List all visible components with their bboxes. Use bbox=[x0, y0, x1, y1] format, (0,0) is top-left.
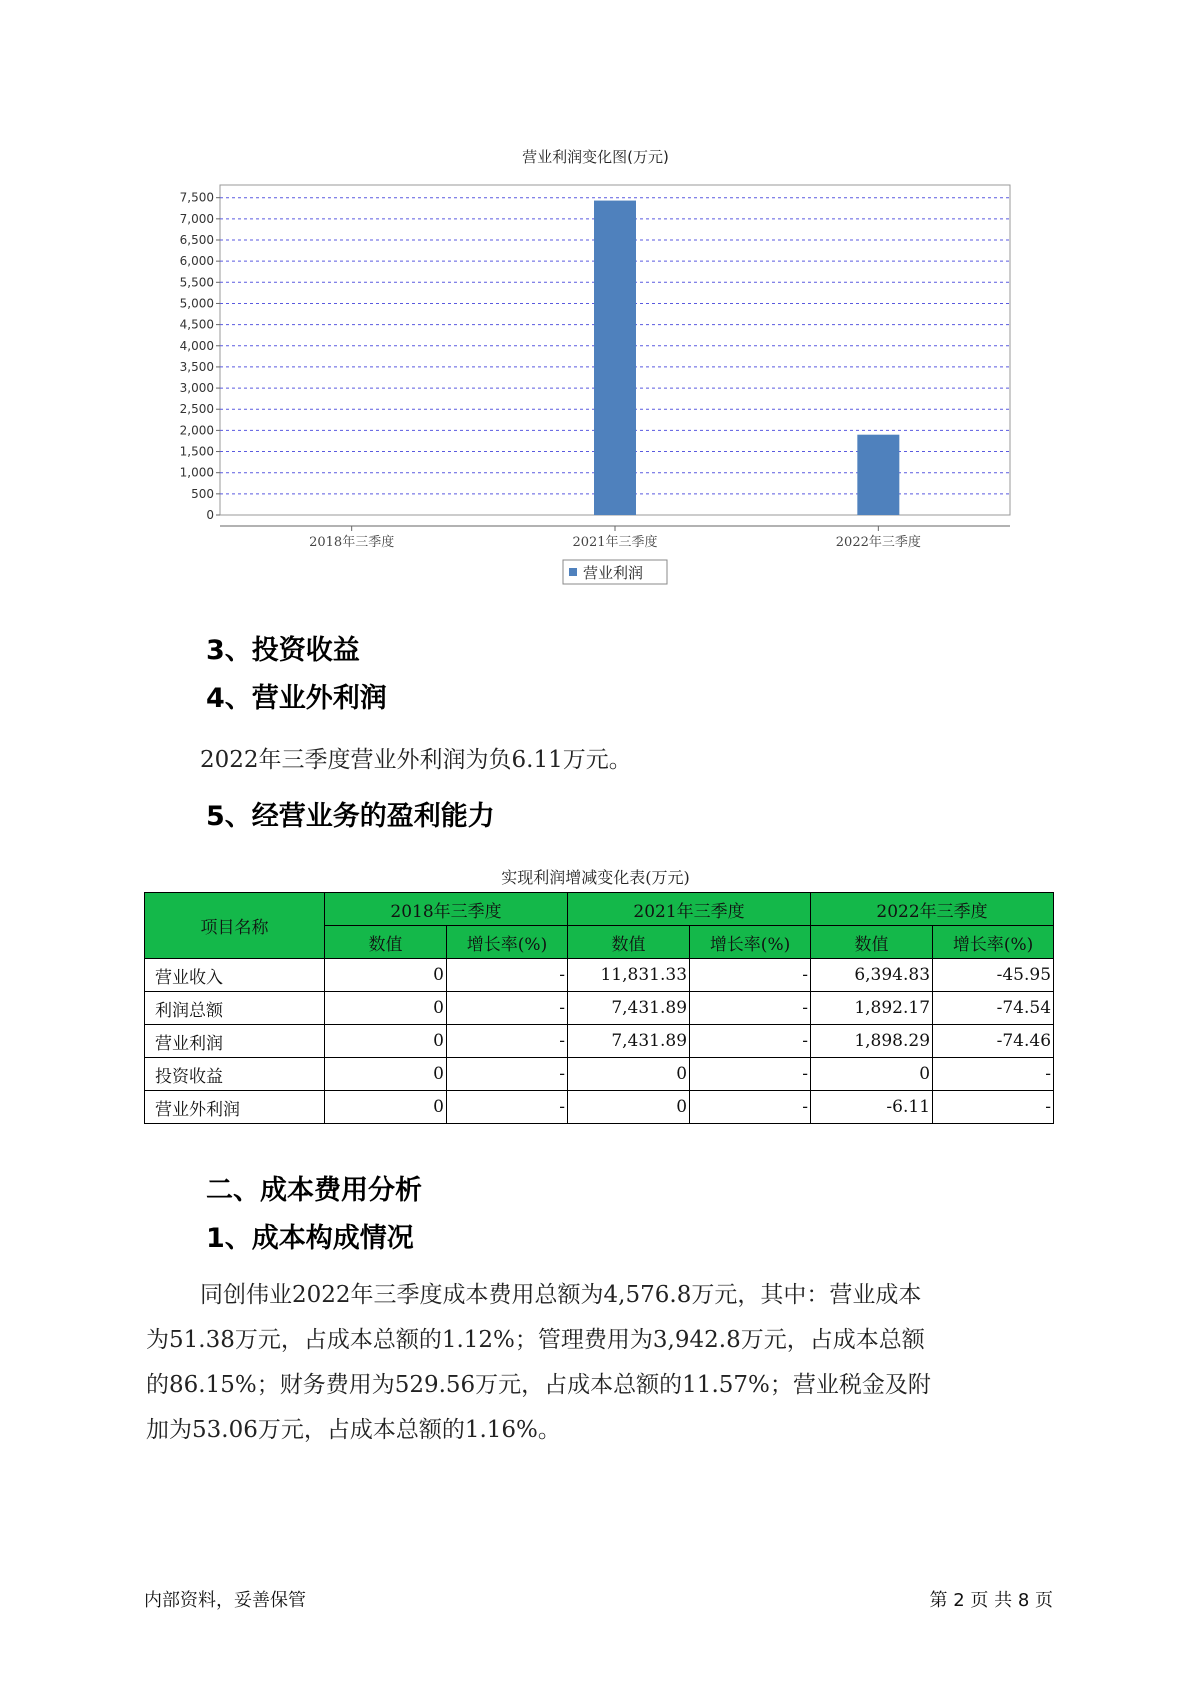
y-tick-label: 1,000 bbox=[179, 465, 214, 480]
cost-text-line-1: 同创伟业2022年三季度成本费用总额为4,576.8万元，其中：营业成本 bbox=[200, 1282, 922, 1308]
heading-cost-structure: 1、成本构成情况 bbox=[206, 1223, 414, 1254]
heading-non-operating-profit: 4、营业外利润 bbox=[206, 683, 387, 714]
x-tick-label: 2021年三季度 bbox=[572, 535, 658, 550]
row-label: 营业收入 bbox=[145, 959, 325, 992]
table-cell: - bbox=[447, 992, 568, 1025]
y-tick-label: 5,000 bbox=[179, 296, 214, 311]
sub-value: 数值 bbox=[811, 926, 933, 959]
period-2022q3: 2022年三季度 bbox=[811, 893, 1054, 926]
row-label: 营业外利润 bbox=[145, 1091, 325, 1124]
footer-confidential: 内部资料，妥善保管 bbox=[144, 1590, 306, 1611]
non-operating-profit-text: 2022年三季度营业外利润为负6.11万元。 bbox=[200, 747, 632, 773]
x-tick-label: 2018年三季度 bbox=[309, 535, 395, 550]
cost-text-line-2: 为51.38万元，占成本总额的1.12%；管理费用为3,942.8万元，占成本总额 bbox=[146, 1327, 925, 1353]
y-tick-label: 7,000 bbox=[179, 211, 214, 226]
table-cell: - bbox=[690, 1025, 811, 1058]
table-cell: -74.54 bbox=[933, 992, 1054, 1025]
y-tick-label: 3,500 bbox=[179, 359, 214, 374]
table-cell: 1,892.17 bbox=[811, 992, 933, 1025]
y-tick-label: 4,000 bbox=[179, 338, 214, 353]
y-tick-label: 500 bbox=[191, 486, 214, 501]
heading-cost-analysis: 二、成本费用分析 bbox=[206, 1175, 422, 1206]
table-row bbox=[145, 1025, 1054, 1058]
sub-rate: 增长率(%) bbox=[447, 926, 568, 959]
sub-value: 数值 bbox=[568, 926, 690, 959]
heading-investment-income: 3、投资收益 bbox=[206, 635, 360, 666]
table-cell: 0 bbox=[325, 1091, 447, 1124]
y-tick-label: 6,500 bbox=[179, 233, 214, 247]
period-2021q3: 2021年三季度 bbox=[568, 893, 811, 926]
row-label: 投资收益 bbox=[145, 1058, 325, 1091]
heading-profitability: 5、经营业务的盈利能力 bbox=[206, 801, 495, 832]
table-row bbox=[145, 992, 1054, 1025]
table-cell: 7,431.89 bbox=[568, 1025, 690, 1058]
table-cell: -45.95 bbox=[933, 959, 1054, 992]
y-tick-label: 4,500 bbox=[179, 317, 214, 332]
table-cell: - bbox=[690, 959, 811, 992]
y-tick-label: 0 bbox=[206, 508, 214, 522]
y-tick-label: 5,500 bbox=[179, 275, 214, 290]
table-cell: 0 bbox=[811, 1058, 933, 1091]
table-cell: 0 bbox=[568, 1091, 690, 1124]
table-cell: - bbox=[933, 1058, 1054, 1091]
table-cell: 1,898.29 bbox=[811, 1025, 933, 1058]
chart-title: 营业利润变化图(万元) bbox=[522, 148, 669, 166]
operating-profit-chart bbox=[0, 0, 1191, 600]
y-tick-label: 7,500 bbox=[179, 190, 214, 205]
x-tick-label: 2022年三季度 bbox=[835, 535, 921, 550]
profit-change-table bbox=[144, 892, 1054, 1124]
table-row bbox=[145, 959, 1054, 992]
legend-label: 营业利润 bbox=[583, 564, 644, 582]
table-cell: 0 bbox=[568, 1058, 690, 1091]
table-cell: - bbox=[933, 1091, 1054, 1124]
row-label: 利润总额 bbox=[145, 992, 325, 1025]
footer-page-number: 第 2 页 共 8 页 bbox=[929, 1590, 1053, 1611]
table-cell: - bbox=[447, 1091, 568, 1124]
table-cell: 0 bbox=[325, 1025, 447, 1058]
cost-text-line-3: 的86.15%；财务费用为529.56万元，占成本总额的11.57%；营业税金及附 bbox=[146, 1372, 931, 1398]
bar-2 bbox=[594, 201, 636, 515]
y-tick-label: 2,500 bbox=[179, 402, 214, 417]
cost-text-line-4: 加为53.06万元，占成本总额的1.16%。 bbox=[146, 1417, 561, 1443]
y-tick-label: 2,000 bbox=[179, 423, 214, 438]
table-cell: 0 bbox=[325, 1058, 447, 1091]
table-cell: - bbox=[447, 1025, 568, 1058]
table-cell: -6.11 bbox=[811, 1091, 933, 1124]
period-2018q3: 2018年三季度 bbox=[325, 893, 568, 926]
sub-value: 数值 bbox=[325, 926, 447, 959]
y-tick-label: 1,500 bbox=[179, 444, 214, 459]
legend-swatch bbox=[569, 568, 577, 576]
sub-rate: 增长率(%) bbox=[690, 926, 811, 959]
table-row bbox=[145, 1058, 1054, 1091]
y-tick-label: 6,000 bbox=[179, 254, 214, 269]
table-cell: - bbox=[690, 992, 811, 1025]
table-cell: -74.46 bbox=[933, 1025, 1054, 1058]
row-label: 营业利润 bbox=[145, 1025, 325, 1058]
table-row bbox=[145, 1091, 1054, 1124]
y-tick-label: 3,000 bbox=[179, 381, 214, 396]
table-cell: - bbox=[447, 959, 568, 992]
table-cell: 6,394.83 bbox=[811, 959, 933, 992]
bar-3 bbox=[857, 435, 899, 515]
table-cell: 0 bbox=[325, 992, 447, 1025]
table-cell: - bbox=[690, 1058, 811, 1091]
col-item-name: 项目名称 bbox=[145, 893, 325, 959]
table-cell: 11,831.33 bbox=[568, 959, 690, 992]
sub-rate: 增长率(%) bbox=[933, 926, 1054, 959]
table-cell: - bbox=[447, 1058, 568, 1091]
table-cell: 0 bbox=[325, 959, 447, 992]
table-cell: 7,431.89 bbox=[568, 992, 690, 1025]
table-cell: - bbox=[690, 1091, 811, 1124]
table-title: 实现利润增减变化表(万元) bbox=[501, 868, 690, 887]
